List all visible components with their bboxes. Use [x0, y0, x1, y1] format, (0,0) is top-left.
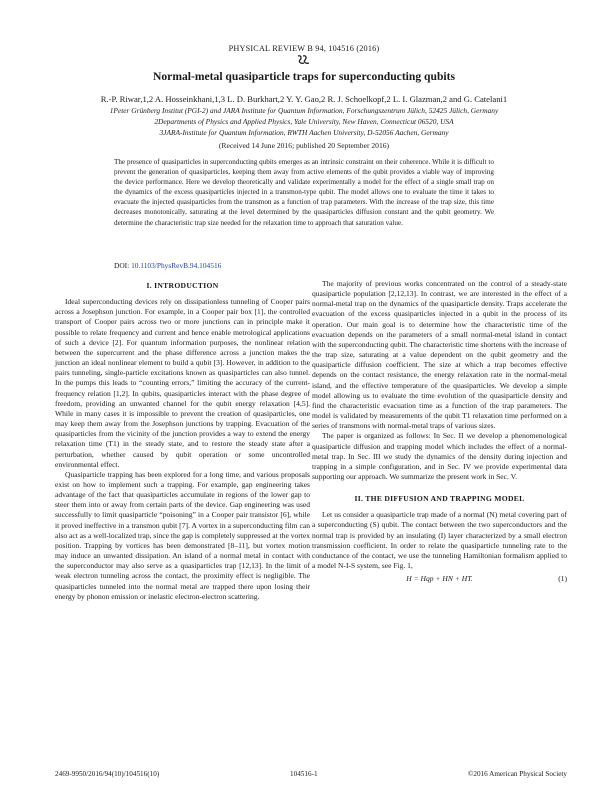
doi-link[interactable]: 10.1103/PhysRevB.94.104516 [131, 261, 222, 270]
paragraph: Ideal superconducting devices rely on dissipationless tunneling of Cooper pairs across a Josephson junction. For example, in a Cooper pair box [1], the controlled transport of Cooper pairs across two or more junctions can in principle make it possible to relate frequency and current and hence enable metrological applications of such a device [2]. For quantum information purposes, the nonlinear relation between the supercurrent and the phase difference across a junction makes the junction an ideal nonlinear element to build a qubit [3]. However, in addition to the pairs tunneling, single-particle excitations known as quasiparticles can also tunnel. In the pumps this leads to “counting errors,” limiting the accuracy of the current-frequency relation [1,2]. In qubits, quasiparticles interact with the phase degree of freedom, providing an unwanted channel for the qubit energy relaxation [4,5]. While in many cases it is impossible to prevent the creation of quasiparticles, one may keep them away from the Josephson junctions by trapping. Evacuation of the quasiparticles from the vicinity of the junction provides a way to extend the energy relaxation time (T1) in the steady state, and to restore the steady state after a perturbation, whether caused by qubit operation or some uncontrolled environmental effect. [55, 297, 310, 469]
running-head: PHYSICAL REVIEW B 94, 104516 (2016) [228, 44, 380, 53]
received-dates: (Received 14 June 2016; published 20 September 2016) [218, 141, 390, 150]
abstract: The presence of quasiparticles in superconducting qubits emerges as an intrinsic constraint on their coherence. While it is difficult to prevent the generation of quasiparticles, keeping them away from active elements of the qubit provides a viable way of improving the device performance. Here we develop theoretically and validate experimentally a model for the effect of a single small trap on the dynamics of the excess quasiparticles injected in a transmon-type qubit. The model allows one to evaluate the time it takes to evacuate the injected quasiparticles from the transmon as a function of trap parameters. With the increase of the trap size, this time decreases monotonically, saturating at the level determined by the quasiparticles diffusion constant and the qubit geometry. We determine the characteristic trap size needed for the relaxation time to approach that saturation value. [114, 158, 494, 227]
footer-issn: 2469-9950/2016/94(10)/104516(10) [55, 770, 160, 778]
author-list: R.-P. Riwar,1,2 A. Hosseinkhani,1,3 L. D. Burkhart,2 Y. Y. Gao,2 R. J. Schoelkopf,2 L. I. Glazman,2 and G. Catelani1 [100, 94, 508, 104]
paper-title: Normal-metal quasiparticle traps for superconducting qubits [153, 70, 455, 83]
paragraph: The paper is organized as follows: In Sec. II we develop a phenomenological quasiparticle diffusion and trapping model which includes the effect of a normal-metal trap. In Sec. III we study the dynamics of the density during injection and trapping in a simple configuration, and in Sec. IV we provide experimental data supporting our approach. We summarize the present work in Sec. V. [312, 431, 567, 481]
right-column [312, 279, 567, 587]
paragraph: Let us consider a quasiparticle trap made of a normal (N) metal covering part of a superconducting (S) qubit. The contact between the two superconductors and the normal trap is provided by an insulating (I) layer characterized by a small electron transmission coefficient. In order to relate the quasiparticle tunneling rate to the conductance of the contact, we use the tunneling Hamiltonian formalism applied to a model N-I-S system, see Fig. 1, [312, 510, 567, 571]
paragraph: The majority of previous works concentrated on the control of a steady-state quasiparticle population [2,12,13]. In contrast, we are interested in the effect of a normal-metal trap on the dynamics of the quasiparticle density. Traps accelerate the evacuation of the excess quasiparticles injected in a qubit in the process of its operation. Our main goal is to determine how the characteristic time of the evacuation depends on the parameters of a small normal-metal island in contact with the superconducting qubit. The characteristic time shortens with the increase of the trap size, saturating at a value dependent on the qubit geometry and the quasiparticle diffusion coefficient. The size at which a trap becomes effective depends on the contact resistance, the energy relaxation rate in the normal-metal island, and the effective temperature of the quasiparticles. We develop a simple model allowing us to evaluate the time evolution of the quasiparticle density and find the characteristic evacuation time as a function of the trap parameters. The model is validated by measurements of the qubit T1 relaxation time performed on a series of transmons with normal-metal traps of various sizes. [312, 279, 567, 431]
equation-number: (1) [558, 574, 567, 584]
affiliation-3: 3JARA-Institute for Quantum Information, RWTH Aachen University, D-52056 Aachen, Germany [159, 128, 449, 137]
paragraph: Quasiparticle trapping has been explored for a long time, and various proposals exist on how to implement such a trapping. For example, gap engineering takes advantage of the fact that quasiparticles accumulate in regions of the lower gap to steer them into or away from certain parts of the device. Gap engineering was used successfully to limit quasiparticle “poisoning” in a Cooper pair transistor [6], while it proved ineffective in a transmon qubit [7]. A vortex in a superconducting film can also act as a well-localized trap, since the gap is completely suppressed at the vortex position. Trapping by vortices has been demonstrated [8–11], but vortex motion may induce an unwanted dissipation. An island of a normal metal in contact with the superconductor may also serve as a quasiparticles trap [12,13]. In the limit of weak electron tunneling across the contact, the proximity effect is negligible. The quasiparticles tunneled into the normal metal are trapped there upon losing their energy by phonon emission or inelastic electron-electron scattering. [55, 469, 310, 601]
section-heading-introduction: I. INTRODUCTION [146, 281, 219, 290]
journal-logo-icon [296, 55, 310, 65]
affiliation-2: 2Departments of Physics and Applied Physics, Yale University, New Haven, Connecticut 06520, USA [154, 117, 454, 126]
equation-1 [312, 573, 567, 587]
doi-label: DOI: [114, 261, 130, 270]
footer-page-number: 104516-1 [290, 770, 318, 778]
section-heading-model: II. THE DIFFUSION AND TRAPPING MODEL [354, 494, 525, 504]
doi-line [114, 261, 221, 270]
footer-copyright: ©2016 American Physical Society [467, 770, 567, 778]
affiliation-1: 1Peter Grünberg Institut (PGI-2) and JARA Institute for Quantum Information, Forschungszentrum Jülich, 52425 Jülich, Germany [109, 106, 499, 115]
left-column [55, 279, 310, 602]
equation-body: H = Hqp + HN + HT. [406, 574, 473, 584]
